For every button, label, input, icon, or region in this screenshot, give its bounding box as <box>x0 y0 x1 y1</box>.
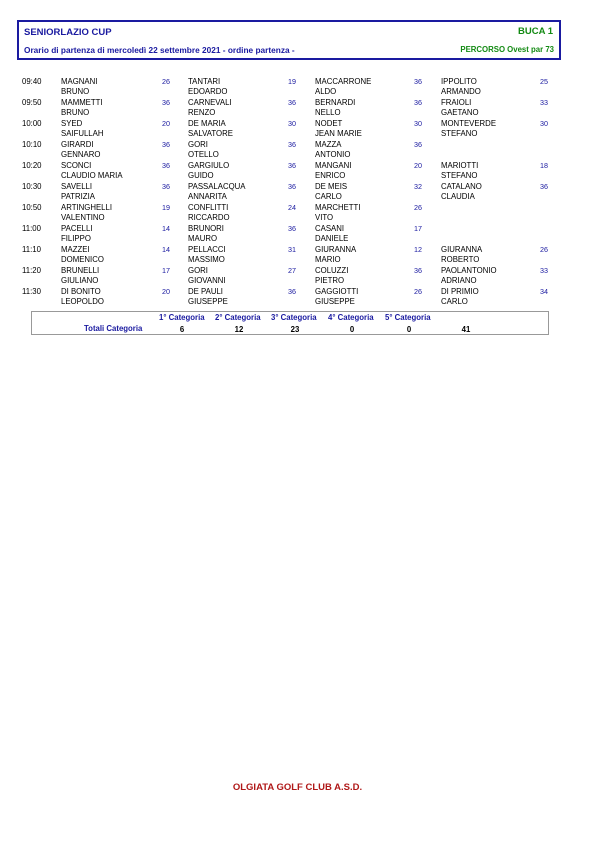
player-handicap: 36 <box>288 140 296 149</box>
player-last-name: CASANI <box>315 224 345 233</box>
player-last-name: PACELLI <box>61 224 93 233</box>
player-last-name: GIURANNA <box>441 245 483 254</box>
player-first-name: JEAN MARIE <box>315 128 362 138</box>
player-last-name: TANTARI <box>188 77 221 86</box>
category-1-total: 6 <box>179 325 185 334</box>
player-first-name: GUIDO <box>188 170 214 180</box>
start-time: 10:20 <box>22 161 42 170</box>
player-last-name: CARNEVALI <box>188 98 232 107</box>
player-handicap: 30 <box>540 119 548 128</box>
player-first-name: FILIPPO <box>61 233 91 243</box>
tee-times-list <box>0 76 595 307</box>
player-last-name: DI BONITO <box>61 287 101 296</box>
player-last-name: DE MARIA <box>188 119 226 128</box>
player-first-name: GIULIANO <box>61 275 99 285</box>
tee-time-row <box>0 244 595 265</box>
player-handicap: 17 <box>162 266 170 275</box>
grand-total: 41 <box>461 325 471 334</box>
start-time: 09:50 <box>22 98 42 107</box>
player-first-name: NELLO <box>315 107 341 117</box>
player-handicap: 36 <box>540 182 548 191</box>
player-last-name: PASSALACQUA <box>188 182 246 191</box>
player-first-name: GIUSEPPE <box>315 296 355 306</box>
player-handicap: 36 <box>288 161 296 170</box>
player-handicap: 32 <box>414 182 422 191</box>
totals-label: Totali Categoria <box>84 324 143 333</box>
player-first-name: RICCARDO <box>188 212 230 222</box>
player-first-name: SALVATORE <box>188 128 233 138</box>
player-last-name: MAGNANI <box>61 77 98 86</box>
player-first-name: LEOPOLDO <box>61 296 104 306</box>
player-handicap: 36 <box>162 140 170 149</box>
player-first-name: ARMANDO <box>441 86 481 96</box>
category-2-header: 2° Categoria <box>215 313 261 322</box>
start-time: 10:00 <box>22 119 42 128</box>
player-handicap: 34 <box>540 287 548 296</box>
category-5-total: 0 <box>406 325 412 334</box>
category-totals-box <box>31 311 549 335</box>
tee-time-row <box>0 223 595 244</box>
player-first-name: VALENTINO <box>61 212 105 222</box>
start-time: 10:50 <box>22 203 42 212</box>
player-handicap: 20 <box>162 119 170 128</box>
player-first-name: STEFANO <box>441 128 478 138</box>
player-handicap: 36 <box>162 182 170 191</box>
tee-time-row <box>0 97 595 118</box>
player-last-name: MANGANI <box>315 161 352 170</box>
player-handicap: 20 <box>162 287 170 296</box>
player-last-name: SAVELLI <box>61 182 93 191</box>
player-last-name: BRUNORI <box>188 224 224 233</box>
player-handicap: 30 <box>414 119 422 128</box>
player-handicap: 31 <box>288 245 296 254</box>
competition-title: SENIORLAZIO CUP <box>24 27 112 38</box>
tee-time-row <box>0 118 595 139</box>
player-first-name: BRUNO <box>61 107 90 117</box>
player-last-name: PAOLANTONIO <box>441 266 497 275</box>
player-handicap: 12 <box>414 245 422 254</box>
player-handicap: 17 <box>414 224 422 233</box>
player-last-name: CATALANO <box>441 182 482 191</box>
player-handicap: 36 <box>288 287 296 296</box>
player-handicap: 19 <box>162 203 170 212</box>
start-time: 11:30 <box>22 287 41 296</box>
player-first-name: RENZO <box>188 107 216 117</box>
player-first-name: ENRICO <box>315 170 346 180</box>
player-last-name: MONTEVERDE <box>441 119 497 128</box>
player-last-name: BERNARDI <box>315 98 356 107</box>
player-first-name: CLAUDIA <box>441 191 475 201</box>
player-last-name: DE PAULI <box>188 287 223 296</box>
player-first-name: PATRIZIA <box>61 191 95 201</box>
player-handicap: 36 <box>162 161 170 170</box>
category-4-total: 0 <box>349 325 355 334</box>
start-time: 10:10 <box>22 140 42 149</box>
player-first-name: GAETANO <box>441 107 479 117</box>
club-footer: OLGIATA GOLF CLUB A.S.D. <box>232 782 363 793</box>
player-last-name: IPPOLITO <box>441 77 477 86</box>
player-last-name: NODET <box>315 119 343 128</box>
player-last-name: MACCARRONE <box>315 77 372 86</box>
player-handicap: 33 <box>540 98 548 107</box>
player-last-name: MAZZA <box>315 140 342 149</box>
tee-time-row <box>0 76 595 97</box>
player-first-name: VITO <box>315 212 334 222</box>
player-handicap: 18 <box>540 161 548 170</box>
player-first-name: DOMENICO <box>61 254 104 264</box>
player-handicap: 36 <box>414 140 422 149</box>
player-handicap: 36 <box>414 98 422 107</box>
player-first-name: PIETRO <box>315 275 345 285</box>
player-first-name: ALDO <box>315 86 337 96</box>
tee-time-row <box>0 265 595 286</box>
player-first-name: ANTONIO <box>315 149 351 159</box>
player-handicap: 36 <box>288 224 296 233</box>
player-handicap: 20 <box>414 161 422 170</box>
player-handicap: 33 <box>540 266 548 275</box>
player-last-name: GIURANNA <box>315 245 357 254</box>
player-last-name: GIRARDI <box>61 140 94 149</box>
player-last-name: GORI <box>188 140 208 149</box>
start-time: 11:10 <box>22 245 41 254</box>
player-first-name: DANIELE <box>315 233 349 243</box>
player-last-name: FRAIOLI <box>441 98 472 107</box>
player-handicap: 26 <box>414 287 422 296</box>
player-handicap: 26 <box>414 203 422 212</box>
player-last-name: SCONCI <box>61 161 92 170</box>
player-first-name: MARIO <box>315 254 341 264</box>
player-first-name: MAURO <box>188 233 218 243</box>
category-4-header: 4° Categoria <box>328 313 374 322</box>
player-handicap: 27 <box>288 266 296 275</box>
player-first-name: CLAUDIO MARIA <box>61 170 123 180</box>
tee-time-row <box>0 139 595 160</box>
player-last-name: MAMMETTI <box>61 98 103 107</box>
category-1-header: 1° Categoria <box>159 313 205 322</box>
start-time: 09:40 <box>22 77 42 86</box>
player-last-name: SYED <box>61 119 83 128</box>
category-3-header: 3° Categoria <box>271 313 317 322</box>
player-first-name: ROBERTO <box>441 254 480 264</box>
player-handicap: 24 <box>288 203 296 212</box>
player-last-name: BRUNELLI <box>61 266 100 275</box>
player-last-name: MARCHETTI <box>315 203 361 212</box>
player-last-name: MAZZEI <box>61 245 90 254</box>
start-time: 11:00 <box>22 224 41 233</box>
player-last-name: PELLACCI <box>188 245 226 254</box>
player-handicap: 36 <box>288 182 296 191</box>
player-last-name: ARTINGHELLI <box>61 203 112 212</box>
category-3-total: 23 <box>290 325 300 334</box>
player-first-name: EDOARDO <box>188 86 228 96</box>
player-first-name: GIUSEPPE <box>188 296 228 306</box>
tee-time-row <box>0 160 595 181</box>
player-last-name: COLUZZI <box>315 266 349 275</box>
tee-time-row <box>0 202 595 223</box>
player-first-name: GENNARO <box>61 149 101 159</box>
player-handicap: 36 <box>288 98 296 107</box>
tee-time-row <box>0 286 595 307</box>
player-first-name: CARLO <box>315 191 342 201</box>
category-2-total: 12 <box>234 325 244 334</box>
player-handicap: 36 <box>414 266 422 275</box>
player-first-name: SAIFULLAH <box>61 128 104 138</box>
player-first-name: MASSIMO <box>188 254 225 264</box>
start-time: 11:20 <box>22 266 41 275</box>
player-first-name: OTELLO <box>188 149 219 159</box>
player-first-name: ADRIANO <box>441 275 477 285</box>
player-handicap: 36 <box>414 77 422 86</box>
player-last-name: DI PRIMIO <box>441 287 479 296</box>
player-handicap: 14 <box>162 224 170 233</box>
player-last-name: CONFLITTI <box>188 203 229 212</box>
tee-time-row <box>0 181 595 202</box>
start-time: 10:30 <box>22 182 42 191</box>
header-box <box>17 20 561 60</box>
course-label: PERCORSO Ovest par 73 <box>460 45 554 54</box>
player-first-name: BRUNO <box>61 86 90 96</box>
player-handicap: 26 <box>540 245 548 254</box>
player-first-name: ANNARITA <box>188 191 227 201</box>
player-first-name: GIOVANNI <box>188 275 226 285</box>
player-handicap: 19 <box>288 77 296 86</box>
player-last-name: GARGIULO <box>188 161 230 170</box>
player-last-name: GAGGIOTTI <box>315 287 359 296</box>
player-handicap: 36 <box>162 98 170 107</box>
player-handicap: 30 <box>288 119 296 128</box>
player-first-name: CARLO <box>441 296 468 306</box>
hole-label: BUCA 1 <box>517 26 553 37</box>
category-5-header: 5° Categoria <box>385 313 431 322</box>
player-handicap: 26 <box>162 77 170 86</box>
player-last-name: MARIOTTI <box>441 161 479 170</box>
start-order-subtitle: Orario di partenza di mercoledì 22 settembre 2021 - ordine partenza - <box>24 45 295 55</box>
player-last-name: GORI <box>188 266 208 275</box>
player-first-name: STEFANO <box>441 170 478 180</box>
player-last-name: DE MEIS <box>315 182 348 191</box>
player-handicap: 14 <box>162 245 170 254</box>
player-handicap: 25 <box>540 77 548 86</box>
